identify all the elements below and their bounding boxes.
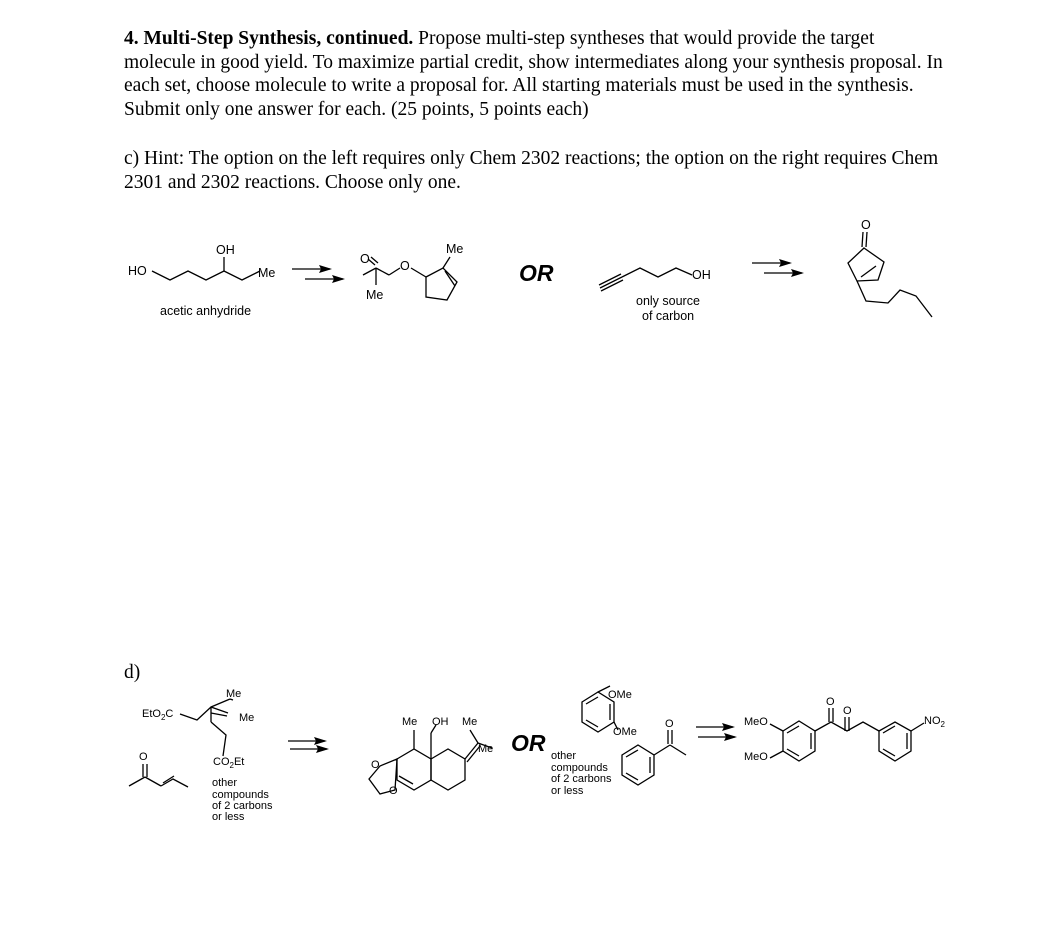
- c-right-note-line1: only source: [636, 294, 700, 308]
- part-d-left-product: [369, 725, 492, 794]
- part-c-right-arrow: [752, 259, 804, 277]
- c-left-prod-o-carbonyl: O: [360, 252, 370, 266]
- problem-text: Propose multi-step syntheses that would provide the target molecule in good yield. To maximize partial credit, show intermediates along your synthesis proposal. In each set, choose molecule to write a proposal for. All starting materials must be used in the synthesis. Submit only one answer for each. (25 points, 5 points each): [124, 28, 943, 120]
- part-d-label: d): [124, 662, 141, 683]
- d-right-other-4: or less: [551, 785, 584, 797]
- d-left-prod-me-3: Me: [478, 743, 494, 755]
- part-c-left-starting-material: [152, 257, 260, 280]
- c-left-sm-me: Me: [258, 266, 276, 280]
- c-left-sm-ho: HO: [128, 264, 147, 278]
- d-or-label: OR: [511, 730, 546, 756]
- d-left-prod-o-1: O: [371, 759, 380, 771]
- part-d-left-arrow: [288, 737, 329, 753]
- d-left-prod-o-2: O: [389, 785, 398, 797]
- d-right-prod-meo-2: MeO: [744, 751, 768, 763]
- d-left-sm-eto2c: EtO$_2$C: [142, 708, 174, 723]
- d-left-sm-o: O: [139, 751, 148, 763]
- d-left-sm-me-1: Me: [226, 688, 242, 700]
- c-left-prod-me-1: Me: [366, 288, 384, 302]
- part-c-right-product: [848, 232, 932, 317]
- c-right-sm-oh: OH: [692, 268, 711, 282]
- part-d-left-starting-material-1: [180, 699, 233, 756]
- c-left-reagent: acetic anhydride: [160, 304, 252, 318]
- d-left-sm-co2et: $CO_2Et$: [213, 756, 245, 771]
- d-left-prod-oh: OH: [432, 716, 449, 728]
- d-left-other-2: compounds: [212, 789, 269, 801]
- c-right-note-line2: of carbon: [642, 309, 695, 323]
- d-left-prod-me-1: Me: [402, 716, 418, 728]
- d-right-other-3: of 2 carbons: [551, 773, 612, 785]
- d-right-prod-o-2: O: [843, 705, 852, 717]
- problem-heading: 4. Multi-Step Synthesis, continued.: [124, 28, 414, 49]
- d-right-prod-o-1: O: [826, 696, 835, 708]
- d-right-other-2: compounds: [551, 762, 608, 774]
- c-left-prod-me-2: Me: [446, 242, 464, 256]
- c-left-prod-o-ester: O: [400, 259, 410, 273]
- c-left-sm-oh: OH: [216, 243, 235, 257]
- c-right-prod-o: O: [861, 218, 871, 232]
- part-c-left-arrow: [292, 265, 345, 283]
- d-right-prod-meo-1: MeO: [744, 716, 768, 728]
- part-d-left-starting-material-2: [129, 764, 188, 787]
- d-left-other-1: other: [212, 777, 238, 789]
- d-right-sm-ome-1: OMe: [608, 689, 632, 701]
- d-right-prod-no2: $NO_2$: [924, 715, 945, 730]
- c-or-label: OR: [519, 260, 554, 286]
- d-right-other-1: other: [551, 750, 577, 762]
- d-left-sm-me-2: Me: [239, 712, 255, 724]
- d-right-sm-o: O: [665, 718, 674, 730]
- d-left-other-3: of 2 carbons: [212, 800, 273, 812]
- d-right-sm-ome-2: OMe: [613, 726, 637, 738]
- part-c-right-starting-material: [599, 268, 692, 291]
- d-left-prod-me-2: Me: [462, 716, 478, 728]
- part-d-right-arrow: [696, 723, 737, 741]
- d-left-other-4: or less: [212, 811, 245, 823]
- part-c-hint: c) Hint: The option on the left requires only Chem 2302 reactions; the option on the right requires Chem 2301 and 2302 reactions. Choose only one.: [124, 148, 939, 193]
